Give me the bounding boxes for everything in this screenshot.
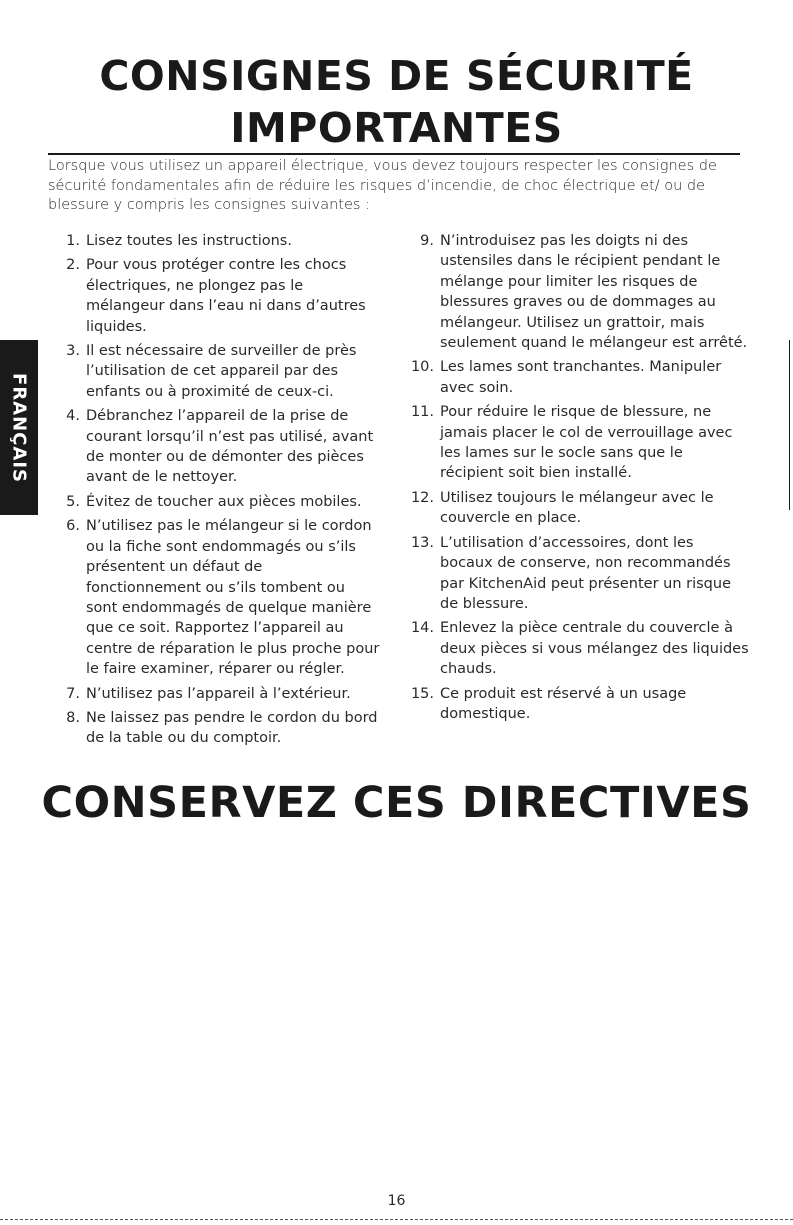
item-text: N’utilisez pas l’appareil à l’extérieur. [86, 685, 351, 702]
item-text: Évitez de toucher aux pièces mobiles. [86, 493, 362, 510]
item-text: Les lames sont tranchantes. Manipuler avec soin. [440, 359, 722, 396]
item-text: Débranchez l’appareil de la prise de courant lorsqu’il n’est pas utilisé, avant de monter ou de démonter des pièces avant de le nettoyer. [86, 408, 374, 486]
item-text: Ne laissez pas pendre le cordon du bord de la table ou du comptoir. [86, 709, 378, 747]
list-item [60, 255, 380, 337]
list-item [410, 684, 750, 725]
list-item [410, 488, 750, 529]
list-item [410, 402, 750, 484]
item-number: 10. [410, 359, 434, 376]
item-text: N’introduisez pas les doigts ni des ustensiles dans le récipient pendant le mélange pour limiter les risques de blessures graves ou de dommages au mélangeur. Utilisez un grattoir, mais seulement quand le mélangeur est arrêté. [440, 233, 748, 352]
item-text: Enlevez la pièce centrale du couvercle à deux pièces si vous mélangez des liquides chauds. [440, 620, 749, 678]
item-number: 5. [66, 493, 80, 510]
item-number: 1. [66, 233, 80, 249]
list-item [60, 492, 380, 512]
list-item [60, 708, 380, 749]
list-item [410, 231, 750, 353]
item-text: L’utilisation d’accessoires, dont les bocaux de conserve, non recommandés par KitchenAid peut présenter un risque de blessure. [440, 534, 731, 612]
item-number: 8. [66, 709, 80, 726]
edge-line [789, 340, 790, 510]
item-number: 12. [410, 489, 434, 506]
item-text: Lisez toutes les instructions. [86, 233, 292, 249]
list-item [60, 341, 380, 402]
item-number: 3. [66, 343, 80, 360]
item-text: Pour réduire le risque de blessure, ne jamais placer le col de verrouillage avec les lames sur le socle sans que le récipient soit bien installé. [440, 404, 733, 482]
item-text: Utilisez toujours le mélangeur avec le couvercle en place. [440, 489, 714, 527]
item-number: 11. [410, 404, 434, 421]
left-column [60, 231, 380, 753]
item-number: 14. [410, 620, 434, 637]
list-item [60, 684, 380, 704]
list-item [60, 516, 380, 679]
item-number: 6. [66, 518, 80, 535]
conserve-directives-heading: CONSERVEZ CES DIRECTIVES [41, 778, 752, 828]
list-item [410, 618, 750, 679]
list-item [60, 406, 380, 488]
list-item [410, 533, 750, 615]
item-text: Ce produit est réservé à un usage domestique. [440, 685, 687, 722]
page-title [0, 50, 793, 154]
item-number: 2. [66, 257, 80, 274]
language-side-tab [0, 340, 38, 515]
item-text: Il est nécessaire de surveiller de près l’utilisation de cet appareil par des enfants ou à proximité de ceux-ci. [86, 343, 357, 400]
bottom-border [0, 1219, 793, 1220]
item-number: 15. [410, 685, 434, 702]
title-line-1: CONSIGNES DE SÉCURITÉ [99, 52, 694, 100]
title-line-2: IMPORTANTES [230, 104, 563, 152]
item-number: 9. [420, 233, 434, 249]
item-number: 7. [66, 685, 80, 702]
page-number: 16 [387, 1193, 406, 1209]
language-label: FRANÇAIS [8, 372, 30, 483]
right-column [410, 231, 750, 728]
title-divider [48, 153, 740, 155]
item-number: 13. [410, 534, 434, 551]
intro-paragraph: Lorsque vous utilisez un appareil électrique, vous devez toujours respecter les consignes de sécurité fondamentales afin de réduire les risques d’incendie, de choc électrique et/ ou de blessure y compris les consignes suivantes : [48, 158, 717, 213]
item-text: N’utilisez pas le mélangeur si le cordon ou la fiche sont endommagés ou s’ils présentent un défaut de fonctionnement ou s’ils tombent ou sont endommagés de quelque manière que ce soit. Rapportez l’appareil au centre de réparation le plus proche pour le faire examiner, réparer ou régler. [86, 518, 380, 678]
item-text: Pour vous protéger contre les chocs électriques, ne plongez pas le mélangeur dans l’eau ni dans d’autres liquides. [86, 257, 366, 335]
list-item [60, 231, 380, 251]
item-number: 4. [66, 408, 80, 425]
list-item [410, 357, 750, 398]
